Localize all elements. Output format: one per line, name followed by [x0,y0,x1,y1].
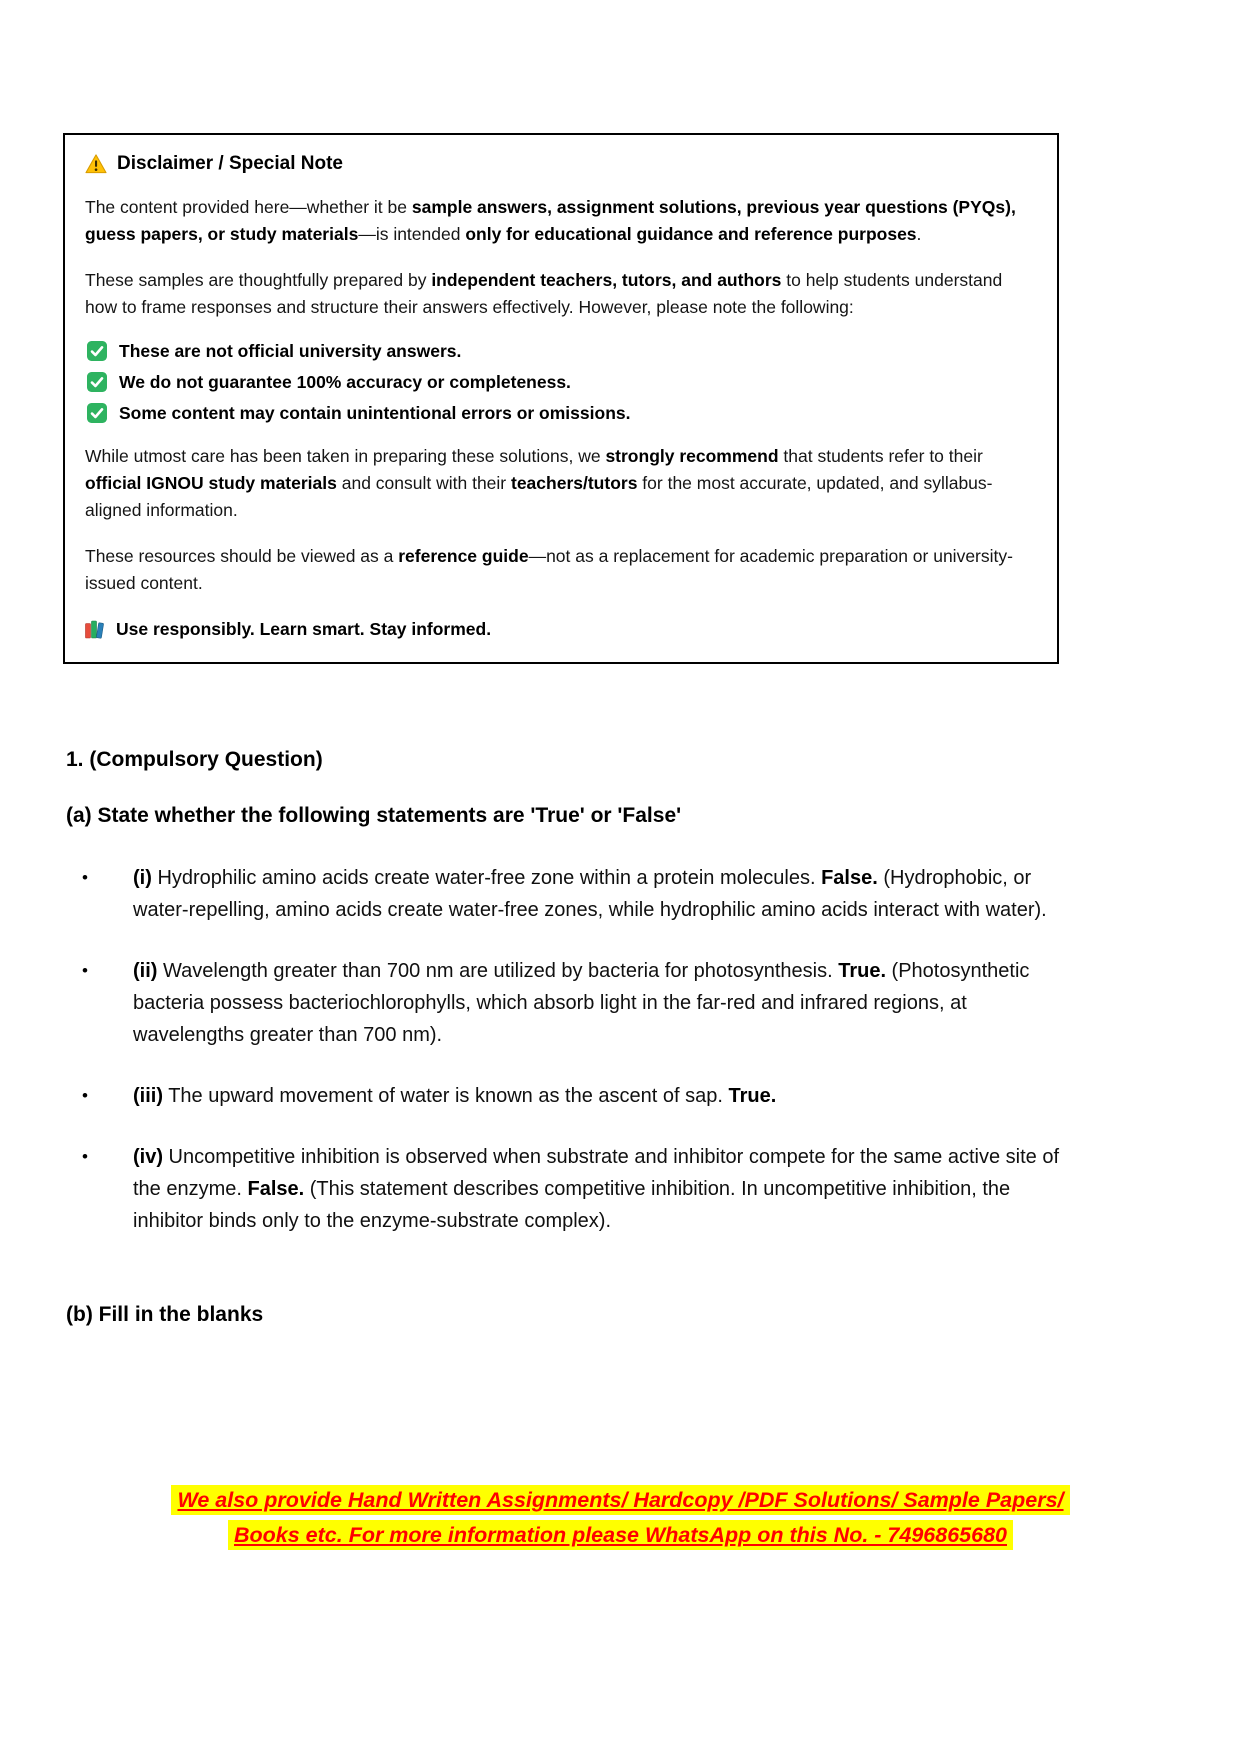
checklist-text: These are not official university answers. [119,340,462,361]
promo-footer-line-1: We also provide Hand Written Assignments/ Hardcopy /PDF Solutions/ Sample Papers/ [171,1485,1069,1515]
bullet-dot: • [82,1147,88,1166]
part-b-heading: (b) Fill in the blanks [66,1303,264,1326]
bullet-dot: • [82,1086,88,1105]
green-check-icon [87,341,107,361]
checklist-text: We do not guarantee 100% accuracy or completeness. [119,371,571,392]
statement-item-iii [66,1080,1074,1112]
part-a-heading: (a) State whether the following statements are 'True' or 'False' [66,804,682,827]
disclaimer-paragraph-1: The content provided here—whether it be sample answers, assignment solutions, previous year questions (PYQs), guess papers, or study materials—is intended only for educational guidance and reference purposes. [85,197,1016,245]
disclaimer-paragraph-2: These samples are thoughtfully prepared by independent teachers, tutors, and authors to help students understand how to frame responses and structure their answers effectively. However, please note the following: [85,270,1003,318]
question-1-heading: 1. (Compulsory Question) [66,748,323,771]
statement-text: (iii) The upward movement of water is known as the ascent of sap. True. [133,1085,777,1107]
statement-text: (i) Hydrophilic amino acids create water-free zone within a protein molecules. False. (Hydrophobic, or water-repelling, amino acids create water-free zones, while hydrophilic amino acids interact with water). [133,867,1047,921]
disclaimer-title-row [85,153,1033,175]
promo-footer [0,1483,1241,1553]
checklist-item [85,372,1033,393]
disclaimer-title: Disclaimer / Special Note [117,153,343,174]
green-check-icon [87,403,107,423]
books-icon [85,620,105,639]
question-section [66,748,1074,1327]
disclaimer-box [63,133,1059,664]
statement-item-ii [66,955,1074,1051]
checklist-text: Some content may contain unintentional errors or omissions. [119,402,631,423]
statement-item-i [66,862,1074,926]
statement-item-iv [66,1141,1074,1237]
promo-footer-line-2: Books etc. For more information please WhatsApp on this No. - 7496865680 [228,1520,1013,1550]
disclaimer-footer-note: Use responsibly. Learn smart. Stay informed. [116,619,492,640]
bullet-dot: • [82,961,88,980]
statements-list [66,862,1074,1237]
disclaimer-paragraph-3: While utmost care has been taken in preparing these solutions, we strongly recommend that students refer to their official IGNOU study materials and consult with their teachers/tutors for the most accurate, updated, and syllabus-aligned information. [85,445,993,520]
checklist-item [85,403,1033,424]
statement-text: (iv) Uncompetitive inhibition is observed when substrate and inhibitor compete for the same active site of the enzyme. False. (This statement describes competitive inhibition. In uncompetitive inhibition, the inhibitor binds only to the enzyme-substrate complex). [133,1146,1060,1232]
checklist-item [85,341,1033,362]
disclaimer-footer-row [85,619,1033,640]
green-check-icon [87,372,107,392]
disclaimer-paragraph-4: These resources should be viewed as a reference guide—not as a replacement for academic preparation or university-issued content. [85,545,1013,593]
bullet-dot: • [82,868,88,887]
disclaimer-checklist [85,341,1033,424]
statement-text: (ii) Wavelength greater than 700 nm are utilized by bacteria for photosynthesis. True. (Photosynthetic bacteria possess bacteriochlorophylls, which absorb light in the far-red and infrared regions, at wavelengths greater than 700 nm). [133,960,1030,1046]
warning-icon [85,154,107,174]
